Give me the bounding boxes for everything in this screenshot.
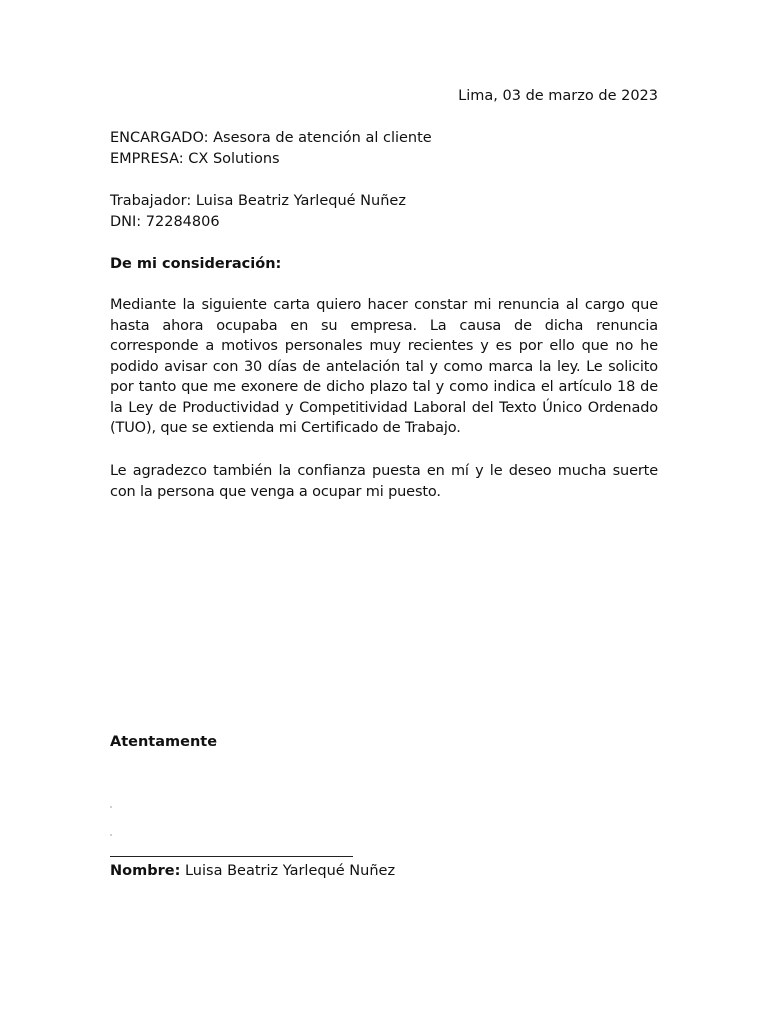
recipient-encargado: ENCARGADO: Asesora de atención al cliente <box>110 130 432 146</box>
signature-line <box>110 856 353 857</box>
recipient-block <box>110 128 658 169</box>
body-paragraph-2: Le agradezco también la confianza puesta en mí y le deseo mucha suerte con la persona que venga a ocupar mi puesto. <box>110 463 658 500</box>
salutation: De mi consideración: <box>110 256 282 272</box>
worker-name: Trabajador: Luisa Beatriz Yarlequé Nuñez <box>110 193 406 209</box>
signature-name: Luisa Beatriz Yarlequé Nuñez <box>184 863 396 879</box>
letter-date: Lima, 03 de marzo de 2023 <box>458 88 658 104</box>
faint-mark <box>110 806 112 808</box>
worker-block <box>110 191 658 232</box>
body-paragraph-1: Mediante la siguiente carta quiero hacer constar mi renuncia al cargo que hasta ahora ocupaba en su empresa. La causa de dicha renuncia corresponde a motivos personales muy recientes y es por ello que no he podido avisar con 30 días de antelación tal y como marca la ley. Le solicito por tanto que me exonere de dicho plazo tal y como indica el artículo 18 de la Ley de Productividad y Competitividad Laboral del Texto Único Ordenado (TUO), que se extienda mi Certificado de Trabajo. <box>110 297 658 436</box>
signature-label: Nombre: <box>110 863 181 879</box>
worker-dni: DNI: 72284806 <box>110 213 220 230</box>
faint-mark <box>110 834 112 836</box>
recipient-empresa: EMPRESA: CX Solutions <box>110 150 280 167</box>
signature-name-row <box>110 861 395 882</box>
closing: Atentamente <box>110 734 218 750</box>
